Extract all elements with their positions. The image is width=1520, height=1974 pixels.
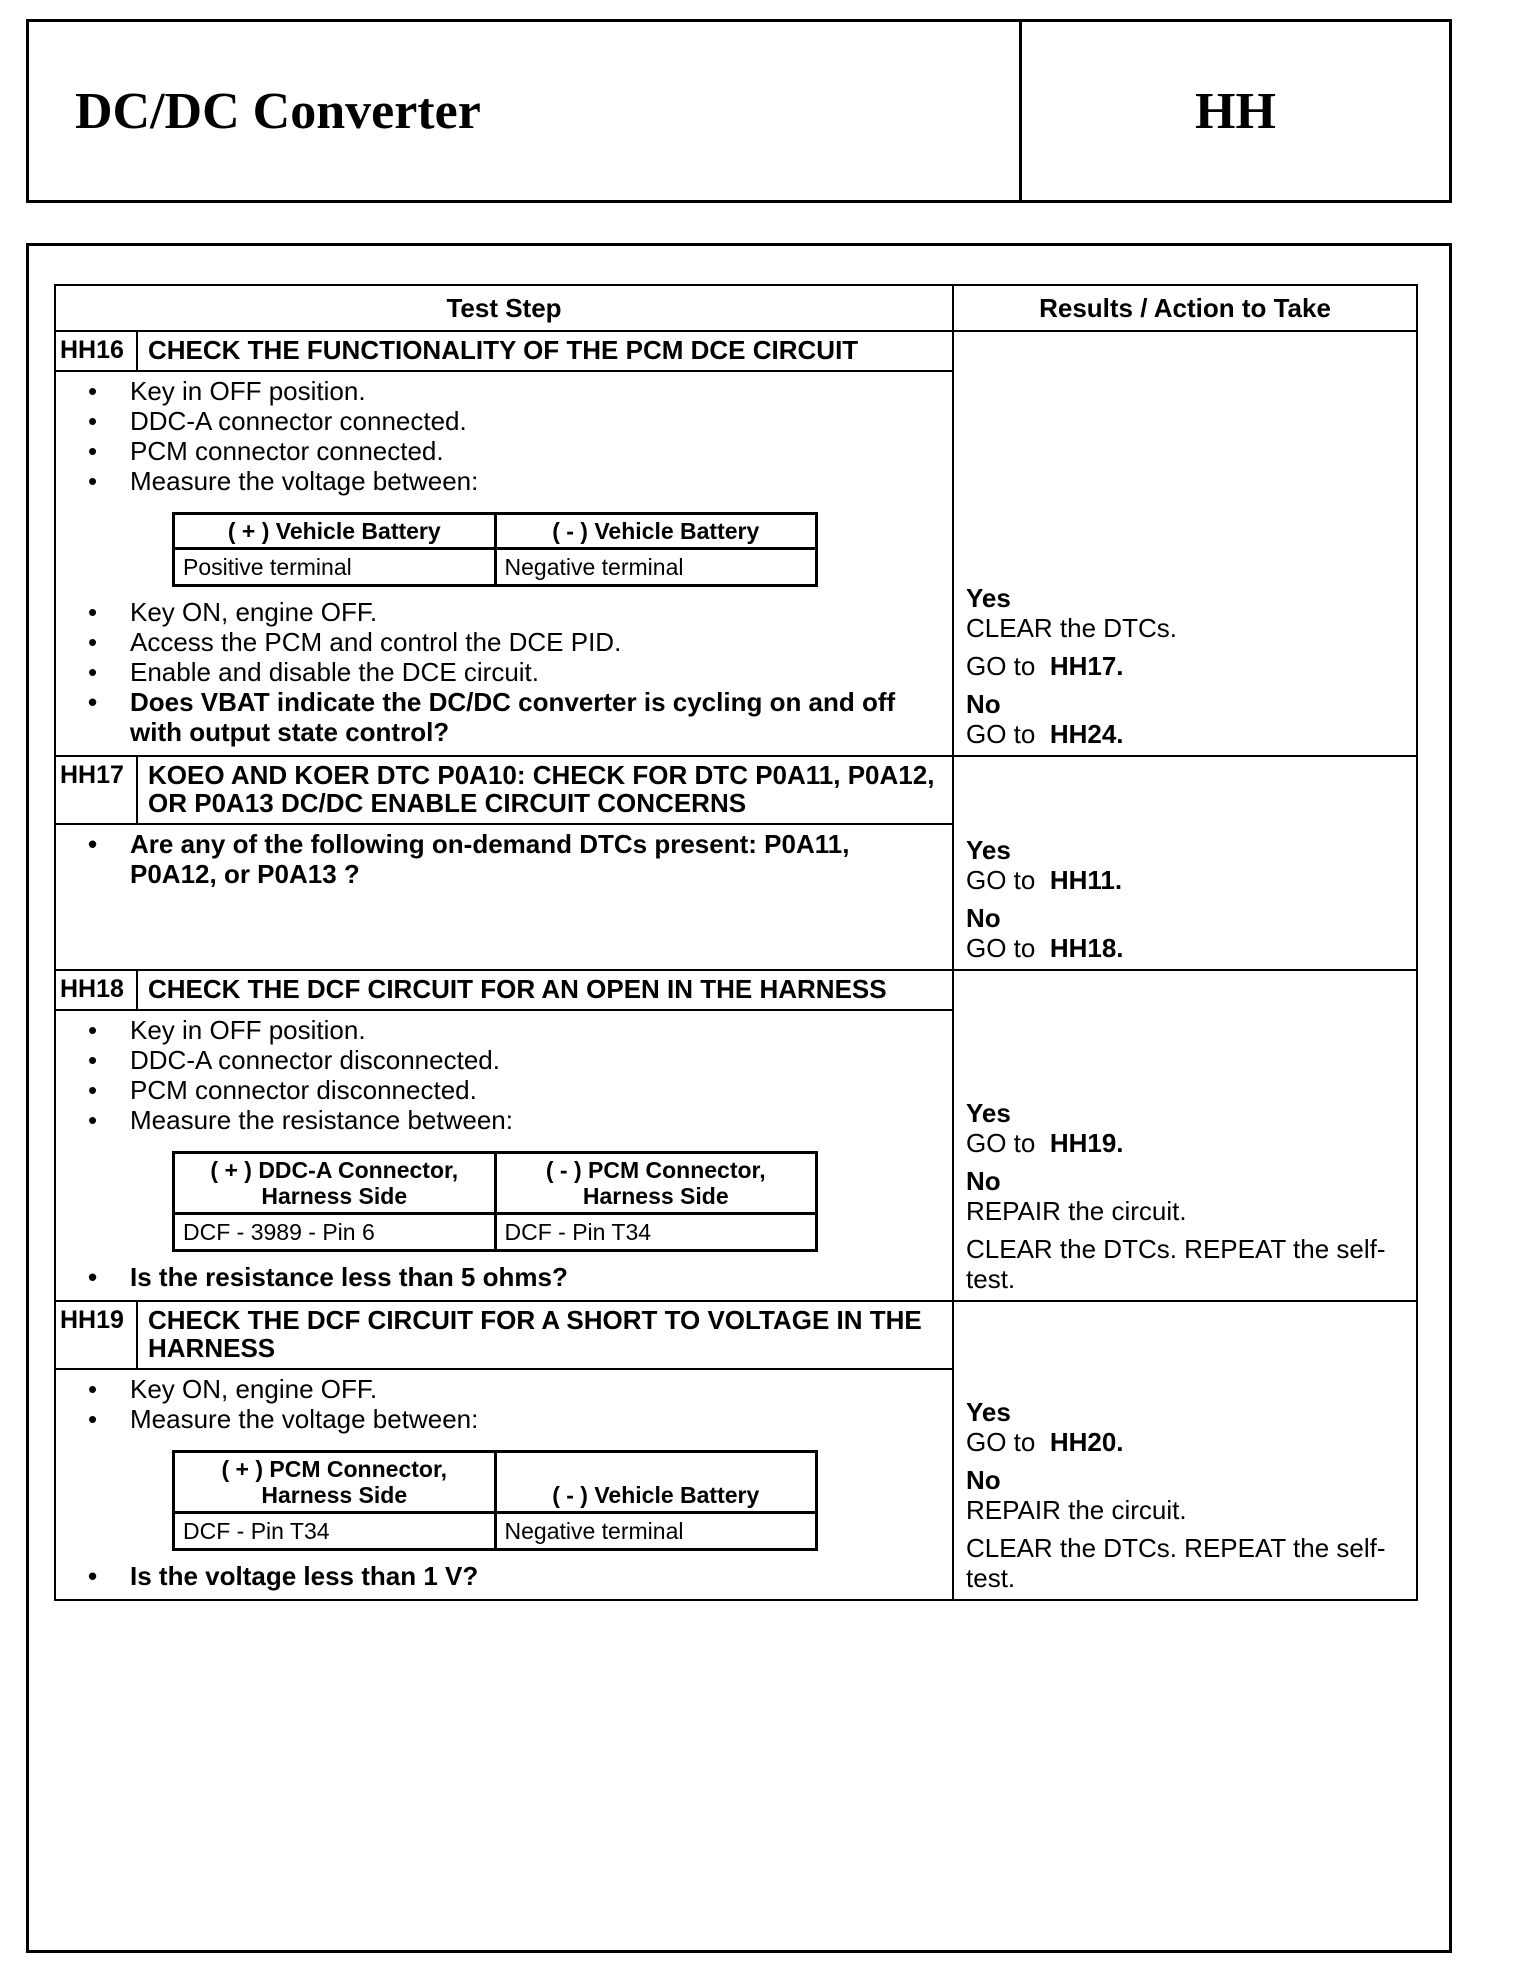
goto-text: GO to	[966, 1427, 1036, 1457]
step-id: HH18	[55, 970, 137, 1010]
step-question: • Are any of the following on-demand DTCs present: P0A11, P0A12, or P0A13 ?	[88, 829, 942, 889]
goto-line	[966, 651, 1404, 681]
negative-cell: DCF - Pin T34	[495, 1214, 817, 1251]
step-id: HH17	[55, 756, 137, 824]
test-step-header: Test Step	[55, 285, 953, 331]
negative-cell: Negative terminal	[495, 1513, 817, 1550]
list-item: • Enable and disable the DCE circuit.	[88, 657, 942, 687]
goto-text: GO to	[966, 719, 1036, 749]
step-hh19-result	[953, 1301, 1417, 1600]
step-hh19-heading-row	[55, 1301, 1417, 1369]
results-header: Results / Action to Take	[953, 285, 1417, 331]
step-question: • Is the resistance less than 5 ohms?	[88, 1262, 942, 1292]
step-bullets	[66, 597, 942, 747]
goto-line	[966, 933, 1404, 963]
section-code: HH	[1195, 82, 1276, 140]
list-item: • Access the PCM and control the DCE PID.	[88, 627, 942, 657]
result-text: CLEAR the DTCs. REPEAT the self-test.	[966, 1533, 1386, 1593]
list-item: • PCM connector disconnected.	[88, 1075, 942, 1105]
step-id: HH19	[55, 1301, 137, 1369]
step-heading: CHECK THE FUNCTIONALITY OF THE PCM DCE CIRCUIT	[137, 331, 953, 371]
result-text: REPAIR the circuit.	[966, 1495, 1187, 1525]
page-title: DC/DC Converter	[75, 82, 481, 140]
result-text: CLEAR the DTCs.	[966, 613, 1177, 643]
table-header-row	[55, 285, 1417, 331]
page-header	[26, 19, 1452, 203]
step-heading: CHECK THE DCF CIRCUIT FOR A SHORT TO VOLTAGE IN THE HARNESS	[137, 1301, 953, 1369]
step-body	[55, 824, 953, 970]
goto-target: HH17.	[1049, 651, 1124, 681]
no-label: No	[966, 689, 1001, 719]
positive-header: ( + ) DDC-A Connector, Harness Side	[174, 1153, 496, 1214]
yes-label: Yes	[966, 1397, 1011, 1427]
list-item: • Key in OFF position.	[88, 376, 942, 406]
goto-line	[966, 865, 1404, 895]
step-id: HH16	[55, 331, 137, 371]
step-body	[55, 1010, 953, 1301]
step-heading: CHECK THE DCF CIRCUIT FOR AN OPEN IN THE HARNESS	[137, 970, 953, 1010]
goto-target: HH11.	[1049, 865, 1123, 895]
goto-target: HH24.	[1049, 719, 1124, 749]
goto-text: GO to	[966, 933, 1036, 963]
negative-header: ( - ) Vehicle Battery	[495, 514, 817, 549]
step-hh17-result	[953, 756, 1417, 970]
section-code-cell	[1022, 22, 1449, 200]
list-item: • Measure the resistance between:	[88, 1105, 942, 1135]
list-item: • Key ON, engine OFF.	[88, 1374, 942, 1404]
step-bullets	[66, 829, 942, 889]
measurement-table	[172, 1450, 818, 1551]
list-item: • PCM connector connected.	[88, 436, 942, 466]
goto-text: GO to	[966, 1128, 1036, 1158]
step-hh16-heading-row	[55, 331, 1417, 371]
list-item: • DDC-A connector connected.	[88, 406, 942, 436]
negative-cell: Negative terminal	[495, 549, 817, 586]
positive-cell: DCF - 3989 - Pin 6	[174, 1214, 496, 1251]
negative-header: ( - ) PCM Connector, Harness Side	[495, 1153, 817, 1214]
list-item: • Key in OFF position.	[88, 1015, 942, 1045]
list-item: • DDC-A connector disconnected.	[88, 1045, 942, 1075]
positive-cell: DCF - Pin T34	[174, 1513, 496, 1550]
goto-line	[966, 1427, 1404, 1457]
step-heading: KOEO AND KOER DTC P0A10: CHECK FOR DTC P0A11, P0A12, OR P0A13 DC/DC ENABLE CIRCUIT CONCERNS	[137, 756, 953, 824]
test-step-table	[54, 284, 1418, 1601]
result-text: CLEAR the DTCs. REPEAT the self-test.	[966, 1234, 1386, 1294]
step-question: • Does VBAT indicate the DC/DC converter is cycling on and off with output state control?	[88, 687, 942, 747]
goto-target: HH20.	[1049, 1427, 1124, 1457]
measurement-table	[172, 512, 818, 587]
no-label: No	[966, 903, 1001, 933]
goto-target: HH18.	[1049, 933, 1124, 963]
yes-label: Yes	[966, 1098, 1011, 1128]
no-label: No	[966, 1166, 1001, 1196]
positive-cell: Positive terminal	[174, 549, 496, 586]
negative-header: ( - ) Vehicle Battery	[495, 1452, 817, 1513]
goto-line	[966, 1128, 1404, 1158]
step-question: • Is the voltage less than 1 V?	[88, 1561, 942, 1591]
goto-line	[966, 719, 1404, 749]
step-bullets	[66, 1015, 942, 1135]
step-hh18-result	[953, 970, 1417, 1301]
list-item: • Measure the voltage between:	[88, 1404, 942, 1434]
goto-text: GO to	[966, 651, 1036, 681]
goto-text: GO to	[966, 865, 1036, 895]
no-label: No	[966, 1465, 1001, 1495]
positive-header: ( + ) PCM Connector, Harness Side	[174, 1452, 496, 1513]
step-bullets	[66, 1561, 942, 1591]
goto-target: HH19.	[1049, 1128, 1124, 1158]
result-text: REPAIR the circuit.	[966, 1196, 1187, 1226]
step-body	[55, 1369, 953, 1600]
step-hh17-heading-row	[55, 756, 1417, 824]
title-cell	[29, 22, 1022, 200]
step-hh18-heading-row	[55, 970, 1417, 1010]
step-bullets	[66, 1374, 942, 1434]
positive-header: ( + ) Vehicle Battery	[174, 514, 496, 549]
step-bullets	[66, 376, 942, 496]
list-item: • Measure the voltage between:	[88, 466, 942, 496]
list-item: • Key ON, engine OFF.	[88, 597, 942, 627]
yes-label: Yes	[966, 583, 1011, 613]
step-bullets	[66, 1262, 942, 1292]
step-body	[55, 371, 953, 756]
step-hh16-result	[953, 331, 1417, 756]
measurement-table	[172, 1151, 818, 1252]
yes-label: Yes	[966, 835, 1011, 865]
